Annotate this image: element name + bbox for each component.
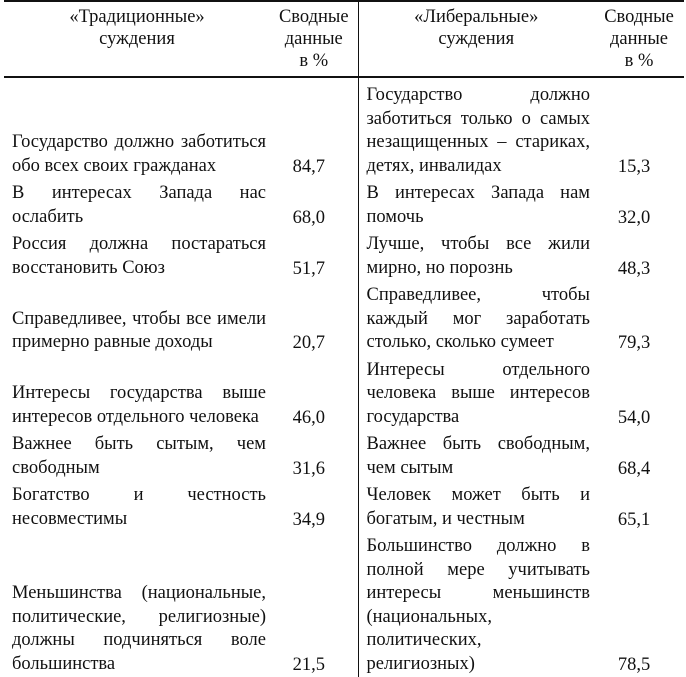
traditional-value: 34,9 xyxy=(270,481,358,532)
traditional-judgement: Справедливее, чтобы все имели примерно равные доходы xyxy=(12,308,266,352)
header-traditional xyxy=(4,1,270,77)
traditional-value: 68,0 xyxy=(270,179,358,230)
judgements-table-wrapper xyxy=(4,0,684,677)
table-row xyxy=(4,430,684,481)
liberal-value: 79,3 xyxy=(617,333,651,353)
table-row xyxy=(4,230,684,281)
traditional-judgement: Интересы государства выше интересов отдельного человека xyxy=(12,383,266,427)
header-liberal xyxy=(358,1,594,77)
traditional-value: 20,7 xyxy=(270,281,358,356)
table-row xyxy=(4,77,684,179)
liberal-value: 32,0 xyxy=(617,207,651,228)
table-row xyxy=(4,356,684,431)
table-row xyxy=(4,532,684,677)
liberal-judgement: В интересах Запада нам помочь xyxy=(366,183,590,227)
traditional-judgement: Меньшинства (национальные, политические, религиозные) должны подчиняться воле большинства xyxy=(12,583,266,674)
traditional-judgement: Россия должна постараться восстановить Союз xyxy=(12,234,266,278)
liberal-judgement: Государство должно заботиться только о самых незащищенных – стариках, детях, инвалидах xyxy=(366,85,590,176)
header-liberal-line1: «Либеральные» xyxy=(414,7,539,27)
table-row xyxy=(4,179,684,230)
traditional-value: 31,6 xyxy=(270,430,358,481)
header-value-line3: в % xyxy=(299,51,329,71)
traditional-value: 84,7 xyxy=(270,77,358,179)
traditional-value: 21,5 xyxy=(270,532,358,677)
liberal-judgement: Справедливее, чтобы каждый мог заработать столько, сколько сумеет xyxy=(366,285,590,352)
liberal-value: 54,0 xyxy=(617,407,651,428)
traditional-judgement: Богатство и честность несовместимы xyxy=(12,485,266,529)
header-liberal-value xyxy=(594,1,684,77)
liberal-judgement: Важнее быть свободным, чем сытым xyxy=(366,434,590,478)
liberal-value: 65,1 xyxy=(617,509,651,530)
header-liberal-line2: суждения xyxy=(438,29,515,49)
traditional-value: 51,7 xyxy=(270,230,358,281)
judgements-table xyxy=(4,0,684,677)
liberal-judgement: Человек может быть и богатым, и честным xyxy=(366,485,590,529)
table-header xyxy=(4,1,684,77)
traditional-value: 46,0 xyxy=(270,356,358,431)
header-value-line3: в % xyxy=(624,51,654,71)
header-value-line1: Сводные xyxy=(604,7,674,27)
traditional-judgement: Государство должно заботиться обо всех своих гражданах xyxy=(12,132,266,176)
header-value-line2: данные xyxy=(284,29,343,49)
traditional-judgement: В интересах Запада нас ослабить xyxy=(12,183,266,227)
header-traditional-line2: суждения xyxy=(99,29,175,49)
traditional-judgement: Важнее быть сытым, чем свободным xyxy=(12,434,266,478)
liberal-value: 48,3 xyxy=(617,258,651,279)
header-traditional-line1: «Традиционные» xyxy=(69,7,205,27)
header-traditional-value xyxy=(270,1,358,77)
header-value-line2: данные xyxy=(609,29,669,49)
liberal-judgement: Интересы отдельного человека выше интересов государства xyxy=(366,359,590,427)
table-row xyxy=(4,281,684,356)
liberal-judgement: Лучше, чтобы все жили мирно, но порознь xyxy=(366,234,590,278)
table-row xyxy=(4,481,684,532)
liberal-value: 68,4 xyxy=(617,458,651,479)
liberal-value: 78,5 xyxy=(617,654,651,675)
liberal-value: 15,3 xyxy=(617,156,651,177)
header-value-line1: Сводные xyxy=(278,7,349,27)
table-body xyxy=(4,77,684,677)
liberal-judgement: Большинство должно в полной мере учитывать интересы меньшинств (национальных, политических, религиозных) xyxy=(366,536,590,674)
